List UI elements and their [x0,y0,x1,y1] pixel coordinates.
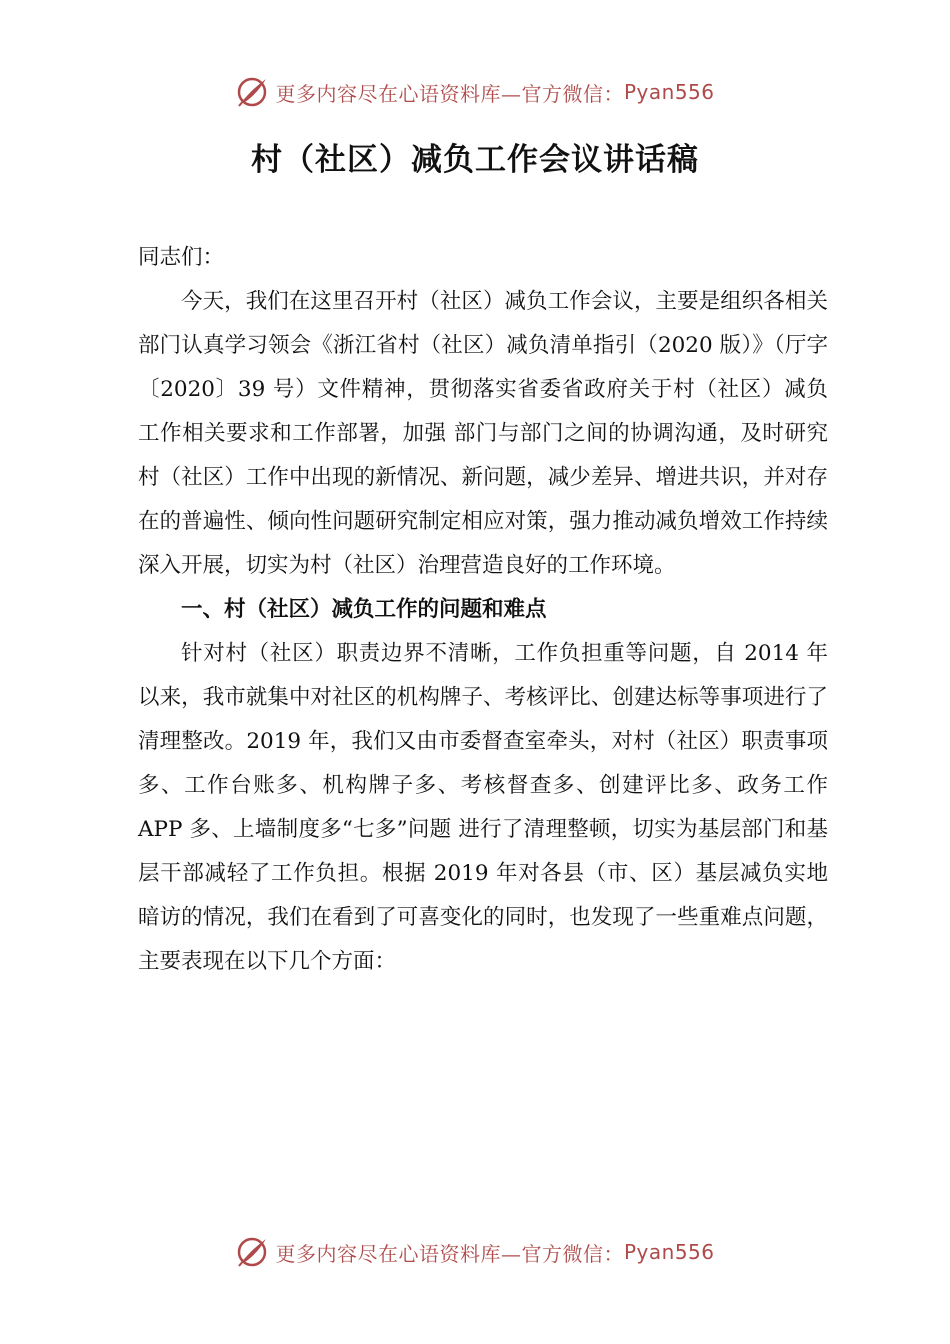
document-title: 村（社区）减负工作会议讲话稿 [251,142,699,178]
paragraph-problems: 针对村（社区）职责边界不清晰，工作负担重等问题，自 2014 年以来，我市就集中对社区的机构牌子、考核评比、创建达标等事项进行了清理整改。2019 年，我们又由市委督查室牵头，对村（社区）职责事项多、工作台账多、机构牌子多、考核督查多、创建评比多、政务工作 APP 多、上墙制度多“七多”问题 进行了清理整顿，切实为基层部门和基层干部减轻了工作负担。根据 2019 年对各县（市、区）基层减负实地暗访的情况，我们在看到了可喜变化的同时，也发现了一些重难点问题，主要表现在以下几个方面： [138,641,828,974]
footer-banner-text: 更多内容尽在心语资料库—官方微信： [275,1241,624,1266]
footer-banner [0,1232,950,1272]
paragraph-intro: 今天，我们在这里召开村（社区）减负工作会议，主要是组织各相关部门认真学习领会《浙江省村（社区）减负清单指引（2020 版）》（厅字〔2020〕39 号）文件精神，贯彻落实省委省政府关于村（社区）减负工作相关要求和工作部署，加强 部门与部门之间的协调沟通，及时研究村（社区）工作中出现的新情况、新问题，减少差异、增进共识，并对存在的普遍性、倾向性问题研究制定相应对策，强力推动减负增效工作持续深入开展，切实为村（社区）治理营造良好的工作环境。 [138,289,828,578]
footer-banner-wechat-id: Pyan556 [623,1240,715,1264]
salutation: 同志们： [138,245,225,270]
document-body [138,236,828,984]
header-banner-wechat-id: Pyan556 [623,80,715,104]
header-banner [0,72,950,112]
section-heading-1: 一、村（社区）减负工作的问题和难点 [181,597,547,622]
feather-brush-logo-icon [235,1235,269,1269]
header-banner-text: 更多内容尽在心语资料库—官方微信： [275,81,624,106]
feather-brush-logo-icon [235,75,269,109]
